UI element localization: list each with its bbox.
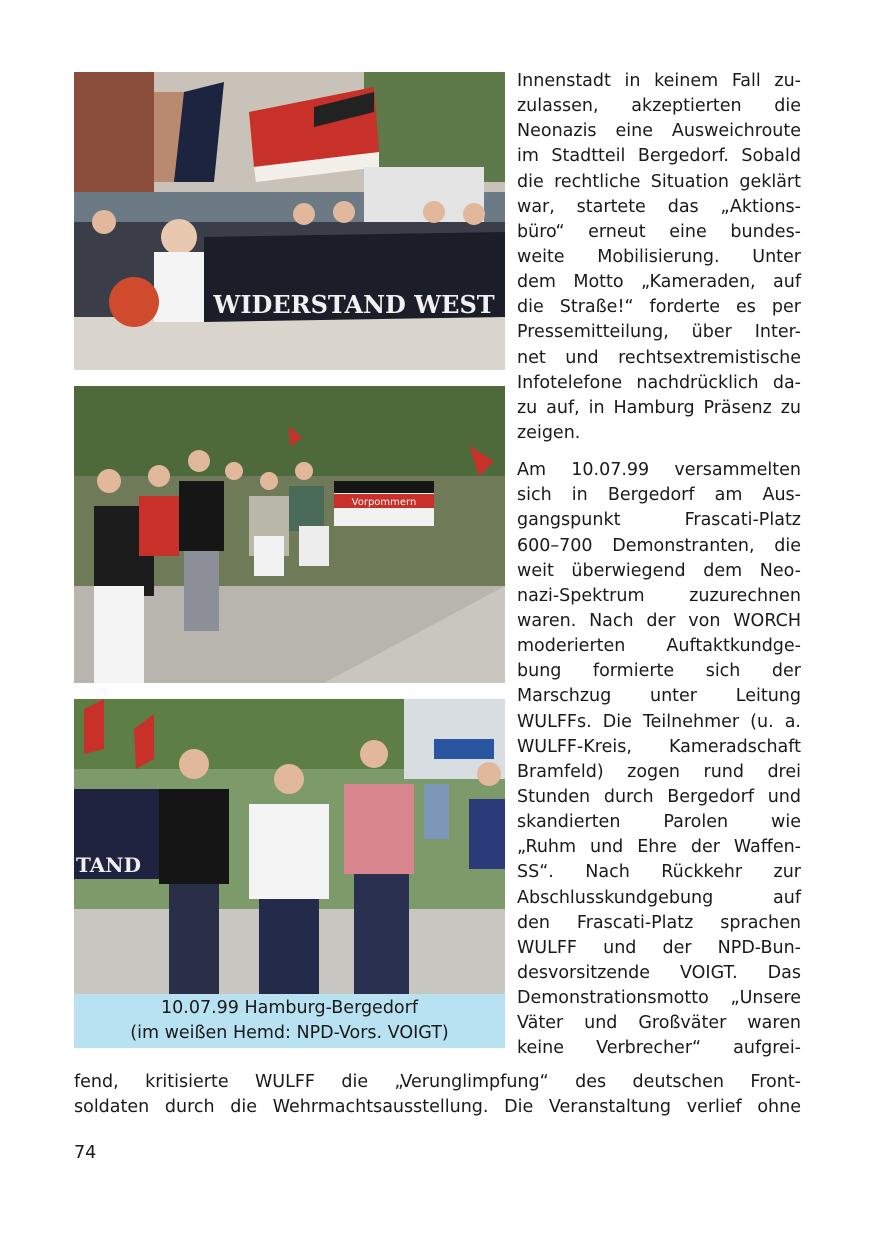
paragraph-line: Infotelefone nachdrücklich da- [517,372,801,393]
paragraph-line: Demonstrationsmotto „Unsere [517,988,801,1009]
paragraph-line: net und rechtsextremistische [517,347,801,368]
photo-caption [74,994,505,1048]
paragraph-line: dem Motto „Kameraden, auf [517,272,801,293]
paragraph-line: weite Mobilisierung. Unter [517,246,801,267]
paragraph-line: Marschzug unter Leitung [517,686,801,707]
photo-1-graphic [74,72,505,370]
paragraph-line: zu auf, in Hamburg Präsenz zu [517,397,801,418]
paragraph-2 [517,458,801,1061]
body-line: soldaten durch die Wehrmachtsausstellung. Die Veranstaltung verlief ohne [74,1097,801,1118]
paragraph-line: Abschlusskundgebung auf [517,887,801,908]
paragraph-line: weit überwiegend dem Neo- [517,560,801,581]
photo-march-banner [74,72,505,370]
paragraph-line: zeigen. [517,422,581,443]
photo-3-graphic [74,699,505,994]
banner-text-tand: TAND [76,853,141,877]
photo-march-front [74,699,505,994]
paragraph-line: skandierten Parolen wie [517,812,801,833]
paragraph-line: WULFF und der NPD-Bun- [517,937,801,958]
paragraph-line: den Frascati-Platz sprachen [517,912,801,933]
paragraph-1 [517,69,801,446]
paragraph-line: bung formierte sich der [517,661,801,682]
paragraph-line: SS“. Nach Rückkehr zur [517,862,801,883]
paragraph-line: „Ruhm und Ehre der Waffen- [517,837,801,858]
paragraph-line: Bramfeld) zogen rund drei [517,761,801,782]
paragraph-line: im Stadtteil Bergedorf. Sobald [517,146,801,167]
caption-line-2: (im weißen Hemd: NPD-Vors. VOIGT) [130,1023,449,1043]
caption-line-1: 10.07.99 Hamburg-Bergedorf [160,998,418,1018]
paragraph-line: sich in Bergedorf am Aus- [517,485,801,506]
right-text-column [517,69,801,1061]
paragraph-line: WULFFs. Die Teilnehmer (u. a. [517,711,801,732]
paragraph-line: desvorsitzende VOIGT. Das [517,962,801,983]
page-number: 74 [74,1143,97,1163]
paragraph-line: Innenstadt in keinem Fall zu- [517,71,801,91]
photo-2-graphic [74,386,505,683]
paragraph-line: Neonazis eine Ausweichroute [517,121,801,142]
paragraph-line: zulassen, akzeptierten die [517,96,801,117]
paragraph-line: Pressemitteilung, über Inter- [517,322,801,343]
paragraph-line: 600–700 Demonstranten, die [517,535,801,556]
paragraph-line: gangspunkt Frascati-Platz [517,510,801,531]
paragraph-line: Väter und Großväter waren [517,1013,801,1034]
paragraph-line: WULFF-Kreis, Kameradschaft [517,736,801,757]
banner-text-vorpommern: Vorpommern [351,497,417,508]
paragraph-line: Am 10.07.99 versammelten [517,460,801,481]
banner-text-widerstand-west: WIDERSTAND WEST [213,290,495,319]
body-line: fend, kritisierte WULFF die „Verunglimpfung“ des deutschen Front- [74,1072,801,1092]
paragraph-line: büro“ erneut eine bundes- [517,221,801,242]
paragraph-line: Stunden durch Bergedorf und [517,786,801,807]
paragraph-line: nazi-Spektrum zuzurechnen [517,585,801,606]
paragraph-line: die rechtliche Situation geklärt [517,171,801,192]
paragraph-line: war, startete das „Aktions- [517,196,801,217]
photo-street-march [74,386,505,683]
paragraph-line: moderierten Auftaktkundge- [517,636,801,657]
paragraph-line: keine Verbrecher“ aufgrei- [517,1038,801,1059]
full-width-text [74,1070,801,1120]
paragraph-line: waren. Nach der von WORCH [517,610,801,631]
paragraph-line: die Straße!“ forderte es per [517,297,801,318]
